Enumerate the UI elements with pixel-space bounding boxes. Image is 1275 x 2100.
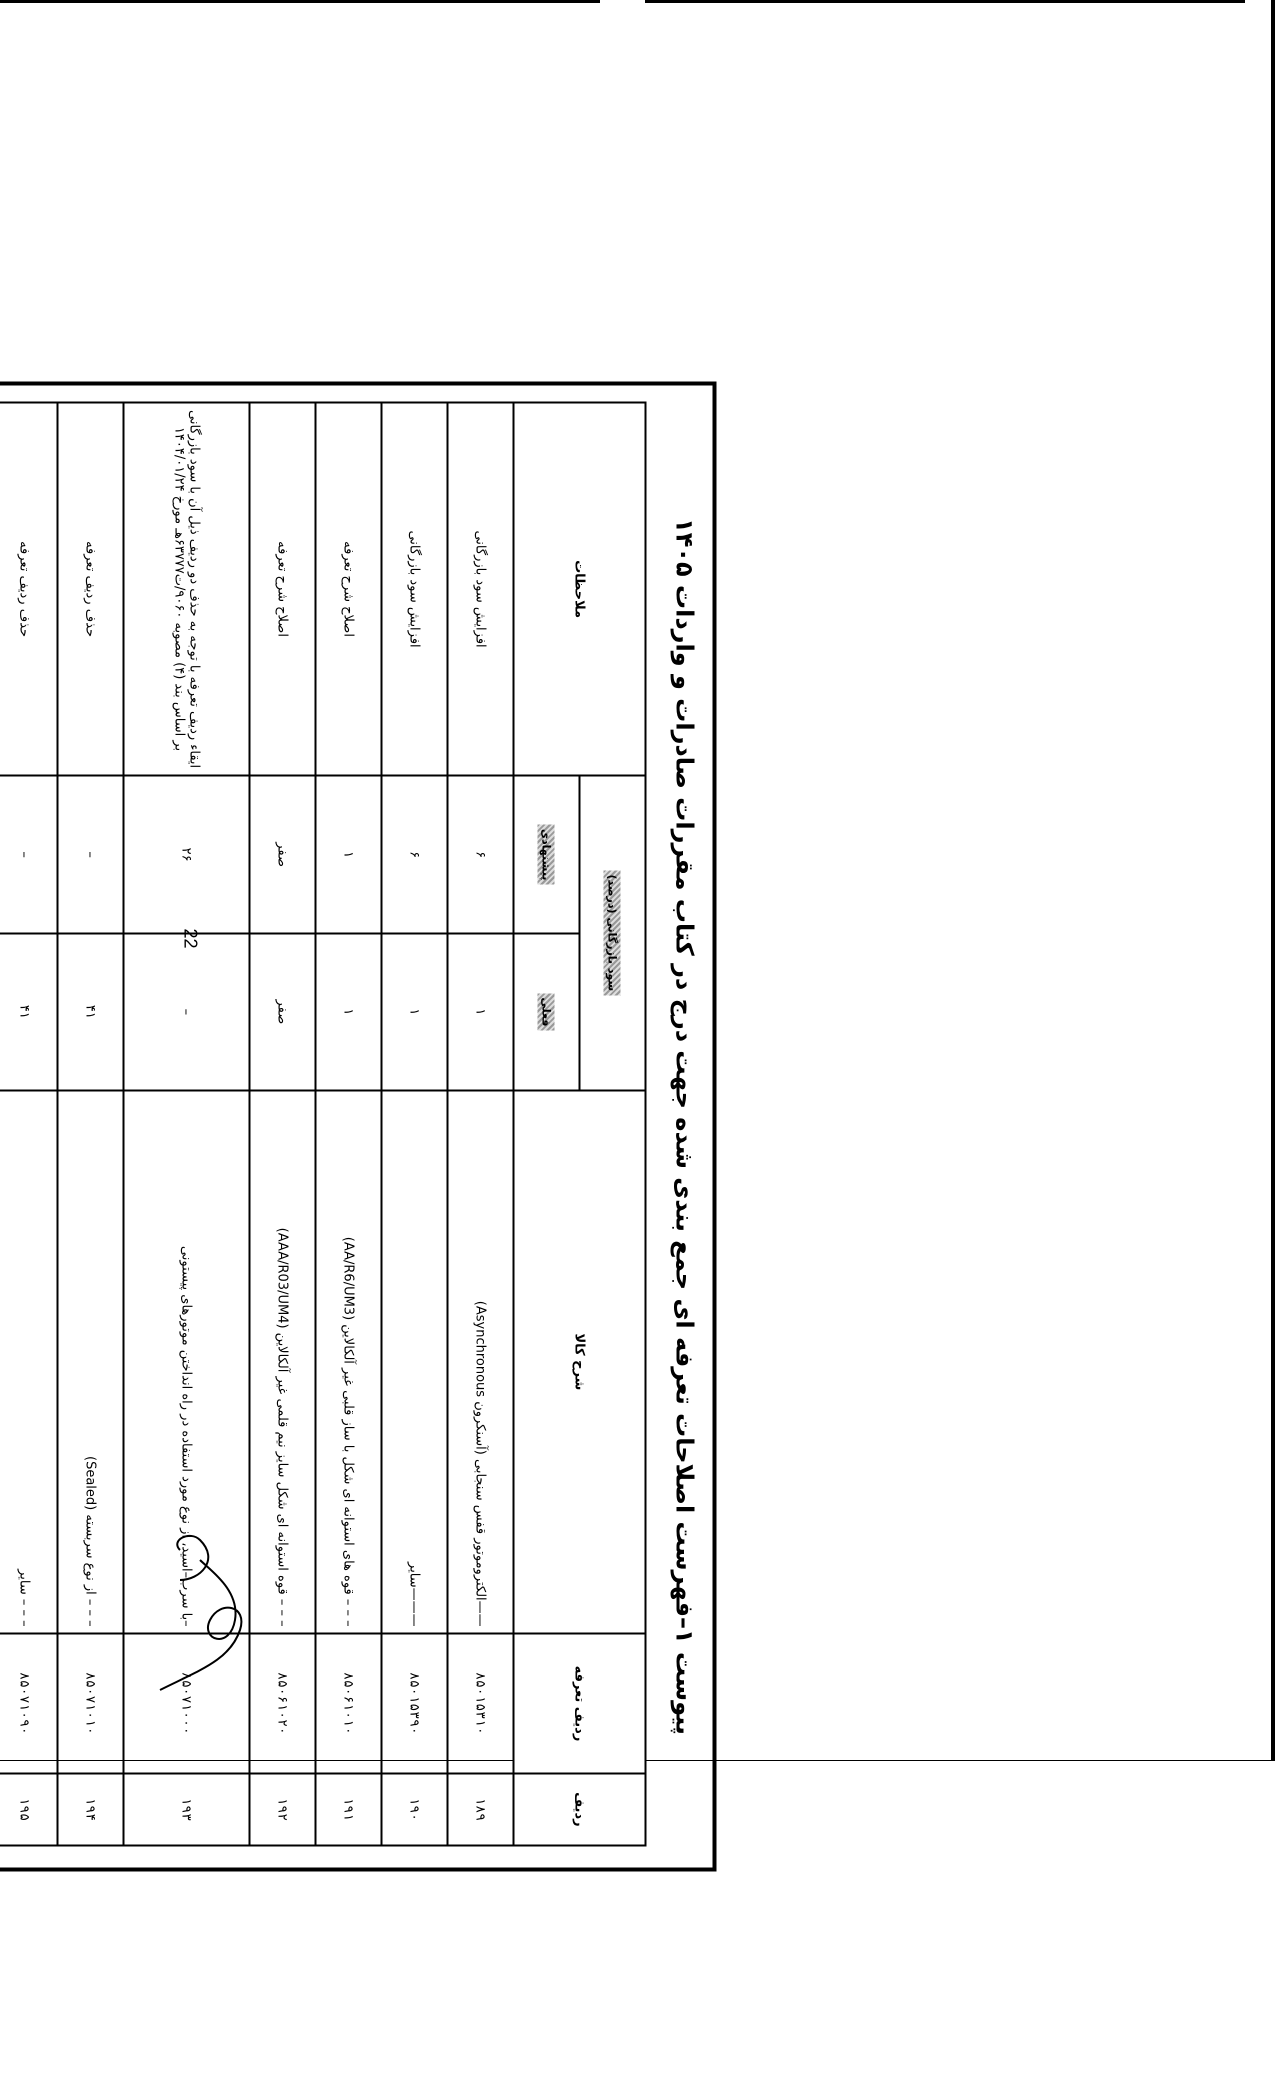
table-row: [382, 403, 448, 1846]
document-title: پیوست ۱–فهرست اصلاحات تعرفه ای جمع بندی شده جهت درج در کتاب مقررات صادرات و واردات ۱۴۰۵: [670, 518, 699, 1735]
cell-notes: حذف ردیف تعرفه: [58, 403, 124, 776]
cell-notes: اصلاح شرح تعرفه: [316, 403, 382, 776]
cell-current: ۴۱: [0, 934, 58, 1091]
cell-proposed: ۶: [382, 776, 448, 934]
tariff-table: [0, 402, 647, 1847]
frame-top-rule: [713, 382, 717, 1872]
rotated-document: [0, 382, 717, 1872]
cell-notes: افزایش سود بازرگانی: [448, 403, 514, 776]
cell-tariff: ۸۵۰۱۵۳۱۰: [448, 1634, 514, 1774]
cell-proposed: ۱: [316, 776, 382, 934]
cell-current: ۱: [448, 934, 514, 1091]
table-row: [316, 403, 382, 1846]
header-row-number: ردیف: [514, 1773, 646, 1845]
header-tariff: ردیف تعرفه: [514, 1634, 646, 1774]
cell-description: ———سایر: [382, 1090, 448, 1634]
header-duty-group-label: سود بازرگانی (درصد): [604, 871, 621, 996]
top-rule-right: [645, 0, 1245, 3]
table-row: [58, 403, 124, 1846]
cell-proposed: صفر: [250, 776, 316, 934]
top-rule-left: [0, 0, 600, 3]
cell-row: ۱۹۳: [124, 1773, 250, 1845]
cell-tariff: ۸۵۰۷۱۰۰۰: [124, 1634, 250, 1774]
cell-proposed: –: [58, 776, 124, 934]
table-row: [124, 403, 250, 1846]
cell-notes: افزایش سود بازرگانی: [382, 403, 448, 776]
table-row: [448, 403, 514, 1846]
header-duty-proposed-label: پیشنهادی: [538, 825, 555, 884]
header-duty-current: [514, 934, 580, 1091]
cell-description: – – – از نوع سربسته (Sealed): [58, 1090, 124, 1634]
cell-current: ۱: [382, 934, 448, 1091]
cell-tariff: ۸۵۰۶۱۰۲۰: [250, 1634, 316, 1774]
frame-right-rule: [0, 1868, 717, 1872]
cell-current: ۴۱: [58, 934, 124, 1091]
cell-row: ۱۸۹: [448, 1773, 514, 1845]
page-number: 22: [180, 928, 201, 949]
cell-current: ۱: [316, 934, 382, 1091]
header-description: شرح کالا: [514, 1090, 646, 1634]
cell-description: – – – قوه های استوانه ای شکل با ساز قلبی غیر آلکالاین (AA/R6/UM3): [316, 1090, 382, 1634]
cell-notes: اصلاح شرح تعرفه: [250, 403, 316, 776]
cell-tariff: ۸۵۰۱۵۳۹۰: [382, 1634, 448, 1774]
cell-description: –با سرب–اسید، از نوع مورد استفاده در راه انداختن موتورهای پیستونی: [124, 1090, 250, 1634]
cell-tariff: ۸۵۰۷۱۰۱۰: [58, 1634, 124, 1774]
cell-tariff: ۸۵۰۷۱۰۹۰: [0, 1634, 58, 1774]
header-duty-group: [580, 776, 646, 1090]
cell-notes: حذف ردیف تعرفه: [0, 403, 58, 776]
cell-proposed: –: [0, 776, 58, 934]
cell-row: ۱۹۲: [250, 1773, 316, 1845]
table-row: [250, 403, 316, 1846]
cell-row: ۱۹۵: [0, 1773, 58, 1845]
cell-description: – – – قوه استوانه ای شکل سایز نیم قلمی غیر آلکالاین (AAA/R03/UM4): [250, 1090, 316, 1634]
header-duty-current-label: فعلی: [538, 993, 555, 1030]
cell-proposed: ۲۶: [124, 776, 250, 934]
cell-row: ۱۹۴: [58, 1773, 124, 1845]
cell-tariff: ۸۵۰۶۱۰۱۰: [316, 1634, 382, 1774]
cell-current: صفر: [250, 934, 316, 1091]
cell-description: – – – سایر: [0, 1090, 58, 1634]
cell-description: ——الکتروموتور قفس سنجابی (آسنکرون Asynchronous): [448, 1090, 514, 1634]
table-header-row: [580, 403, 646, 1846]
cell-proposed: ۶: [448, 776, 514, 934]
frame-left-rule: [0, 382, 717, 386]
header-duty-proposed: [514, 776, 580, 934]
cell-notes: ایقاء ردیف تعرفه با توجه به حذف دو ردیف ذیل آن با سود بازرگانی بر اساس بند (۴) مصوبه ۹۰۶۰/ت۶۳۷۷۷هـ مورخ ۱۴۰۴/۰۱/۲۴: [124, 403, 250, 776]
right-edge-rule: [1271, 0, 1275, 1760]
table-row: [0, 403, 58, 1846]
header-notes: ملاحظات: [514, 403, 646, 776]
cell-row: ۱۹۰: [382, 1773, 448, 1845]
cell-current: –: [124, 934, 250, 1091]
cell-row: ۱۹۱: [316, 1773, 382, 1845]
